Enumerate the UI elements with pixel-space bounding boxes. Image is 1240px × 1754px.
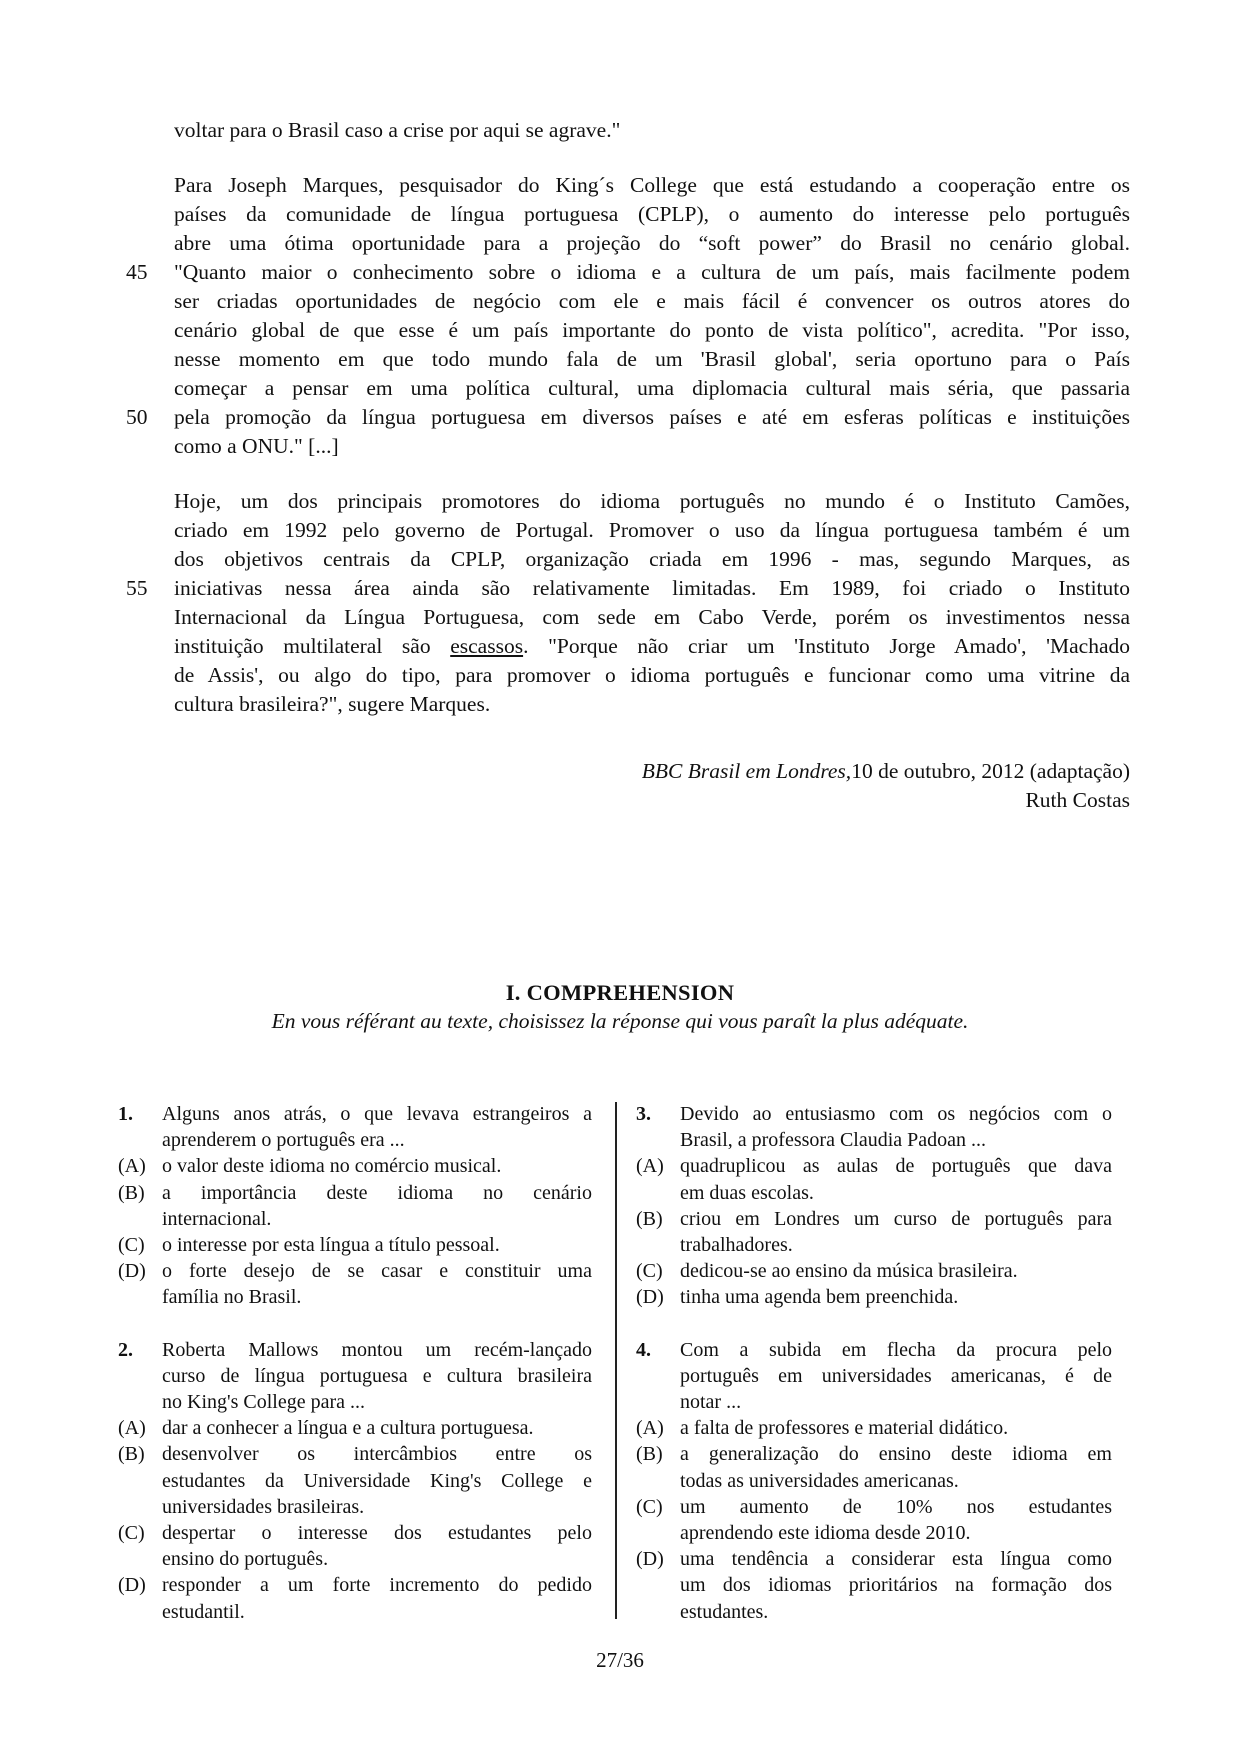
option-label: (C)	[636, 1260, 663, 1283]
line-text: instituição multilateral são	[174, 634, 451, 658]
source-author: Ruth Costas	[1025, 788, 1130, 812]
stem-line: curso de língua portuguesa e cultura brasileira	[162, 1364, 592, 1387]
line-text: começar a pensar em uma política cultural, uma diplomacia cultural mais séria, que passaria	[174, 376, 1130, 400]
option-label: (B)	[118, 1181, 145, 1204]
answer-option[interactable]	[118, 1153, 592, 1179]
option-text: dedicou-se ao ensino da música brasileira.	[680, 1260, 1018, 1283]
questions-right-column	[636, 1101, 1112, 1651]
question-number: 4.	[636, 1338, 651, 1361]
question-number: 3.	[636, 1103, 651, 1125]
answer-option[interactable]	[636, 1546, 1112, 1625]
line-text: voltar para o Brasil caso a crise por aqui se agrave."	[174, 118, 621, 142]
question	[636, 1101, 1112, 1311]
stem-line: Devido ao entusiasmo com os negócios com o	[680, 1103, 1112, 1125]
answer-option[interactable]	[118, 1232, 592, 1258]
option-label: (D)	[118, 1574, 146, 1597]
line-text: criado em 1992 pelo governo de Portugal. Promover o uso da língua portuguesa também é um	[174, 518, 1130, 542]
answer-option[interactable]	[636, 1258, 1112, 1284]
option-text: o valor deste idioma no comércio musical.	[162, 1155, 502, 1178]
line-text: Internacional da Língua Portuguesa, com sede em Cabo Verde, porém os investimentos nessa	[174, 605, 1130, 629]
passage-line	[126, 574, 1130, 603]
option-label: (A)	[118, 1417, 146, 1440]
answer-option[interactable]	[118, 1258, 592, 1310]
stem-line: Com a subida em flecha da procura pelo	[680, 1338, 1112, 1361]
option-label: (B)	[636, 1207, 663, 1230]
option-label: (C)	[118, 1522, 145, 1545]
line-text: países da comunidade de língua portuguesa (CPLP), o aumento do interesse pelo português	[174, 202, 1130, 226]
option-label: (C)	[636, 1495, 663, 1518]
option-label: (A)	[636, 1417, 664, 1440]
option-label: (B)	[118, 1443, 145, 1466]
passage-line	[174, 116, 1130, 145]
option-text: estudantil.	[162, 1600, 245, 1623]
option-text: família no Brasil.	[162, 1286, 302, 1309]
answer-option[interactable]	[636, 1441, 1112, 1493]
option-text: aprendendo este idioma desde 2010.	[680, 1522, 971, 1545]
stem-line: Roberta Mallows montou um recém-lançado	[162, 1338, 592, 1361]
option-text: universidades brasileiras.	[162, 1495, 365, 1518]
option-text: internacional.	[162, 1207, 272, 1230]
answer-option[interactable]	[118, 1520, 592, 1572]
answer-option[interactable]	[636, 1206, 1112, 1258]
line-text: Hoje, um dos principais promotores do idioma português no mundo é o Instituto Camões,	[174, 489, 1130, 513]
question-number: 2.	[118, 1338, 133, 1361]
stem-line: notar ...	[680, 1391, 742, 1414]
line-text: "Quanto maior o conhecimento sobre o idioma e a cultura de um país, mais facilmente podem	[174, 260, 1130, 284]
option-text: desenvolver os intercâmbios entre os	[162, 1443, 592, 1466]
option-text: tinha uma agenda bem preenchida.	[680, 1286, 959, 1309]
option-text: dar a conhecer a língua e a cultura portuguesa.	[162, 1417, 534, 1440]
line-text: Para Joseph Marques, pesquisador do King´s College que está estudando a cooperação entre os	[174, 173, 1130, 197]
passage-line	[174, 487, 1130, 516]
passage-paragraph	[126, 487, 1130, 719]
line-number: 50	[126, 405, 148, 429]
line-text: dos objetivos centrais da CPLP, organização criada em 1996 - mas, segundo Marques, as	[174, 547, 1130, 571]
answer-option[interactable]	[636, 1284, 1112, 1310]
answer-option[interactable]	[118, 1572, 592, 1624]
passage-line	[126, 258, 1130, 287]
underlined-word: escassos	[450, 634, 524, 658]
reading-passage	[126, 116, 1130, 745]
line-text: abre uma ótima oportunidade para a projeção do “soft power” do Brasil no cenário global.	[174, 231, 1130, 255]
question	[118, 1101, 592, 1311]
option-text: a generalização do ensino deste idioma em	[680, 1443, 1112, 1466]
answer-option[interactable]	[636, 1415, 1112, 1441]
option-text: trabalhadores.	[680, 1234, 793, 1257]
passage-paragraph	[174, 116, 1130, 145]
passage-line	[174, 345, 1130, 374]
page-number: 27/36	[596, 1648, 644, 1672]
option-text: o interesse por esta língua a título pessoal.	[162, 1234, 500, 1257]
source-citation	[174, 757, 1130, 815]
section-instruction: En vous référant au texte, choisissez la réponse qui vous paraît la plus adéquate.	[271, 1009, 969, 1033]
passage-line	[174, 200, 1130, 229]
question-stem	[636, 1101, 1112, 1153]
option-text: despertar o interesse dos estudantes pelo	[162, 1522, 592, 1545]
question-number: 1.	[118, 1103, 133, 1125]
stem-line: aprenderem o português era ...	[162, 1129, 405, 1152]
option-label: (D)	[636, 1286, 664, 1309]
answer-option[interactable]	[636, 1153, 1112, 1205]
section-title: I. COMPREHENSION	[505, 980, 735, 1005]
line-text: ser criadas oportunidades de negócio com ele e mais fácil é convencer os outros atores do	[174, 289, 1130, 313]
option-text: uma tendência a considerar esta língua como	[680, 1548, 1112, 1571]
stem-line: no King's College para ...	[162, 1391, 366, 1414]
option-text: responder a um forte incremento do pedido	[162, 1574, 592, 1597]
line-number: 45	[126, 260, 148, 284]
passage-line	[174, 661, 1130, 690]
passage-line	[174, 690, 1130, 719]
option-text: quadruplicou as aulas de português que dava	[680, 1155, 1112, 1178]
option-label: (C)	[118, 1234, 145, 1257]
line-text: iniciativas nessa área ainda são relativamente limitadas. Em 1989, foi criado o Instituto	[174, 576, 1130, 600]
stem-line: Alguns anos atrás, o que levava estrangeiros a	[162, 1103, 592, 1125]
line-number: 55	[126, 576, 148, 600]
passage-line	[174, 432, 1130, 461]
option-label: (D)	[118, 1260, 146, 1283]
question	[636, 1337, 1112, 1625]
answer-option[interactable]	[118, 1441, 592, 1520]
question-stem	[636, 1337, 1112, 1416]
passage-line	[174, 632, 1130, 661]
passage-line	[126, 403, 1130, 432]
line-text: . "Porque não criar um 'Instituto Jorge Amado', 'Machado	[523, 634, 1130, 658]
questions-left-column	[118, 1101, 592, 1651]
question	[118, 1337, 592, 1625]
line-text: cultura brasileira?", sugere Marques.	[174, 692, 491, 716]
source-publication: BBC Brasil em Londres,	[641, 759, 852, 783]
option-label: (D)	[636, 1548, 664, 1571]
option-text: estudantes.	[680, 1600, 769, 1623]
option-text: a falta de professores e material didático.	[680, 1417, 1009, 1440]
answer-option[interactable]	[118, 1180, 592, 1232]
option-label: (B)	[636, 1443, 663, 1466]
answer-option[interactable]	[636, 1494, 1112, 1546]
line-text: como a ONU." [...]	[174, 434, 339, 458]
line-text: cenário global de que esse é um país importante do ponto de vista político", acredita. "Por isso,	[174, 318, 1130, 342]
passage-line	[174, 171, 1130, 200]
source-date: 10 de outubro, 2012 (adaptação)	[851, 759, 1130, 783]
passage-line	[174, 603, 1130, 632]
question-stem	[118, 1337, 592, 1416]
option-label: (A)	[118, 1155, 146, 1178]
answer-option[interactable]	[118, 1415, 592, 1441]
passage-line	[174, 316, 1130, 345]
passage-line	[174, 287, 1130, 316]
option-text: em duas escolas.	[680, 1181, 814, 1204]
line-text: de Assis', ou algo do tipo, para promover o idioma português e funcionar como uma vitrine da	[174, 663, 1130, 687]
option-text: criou em Londres um curso de português para	[680, 1207, 1112, 1230]
stem-line: Brasil, a professora Claudia Padoan ...	[680, 1129, 987, 1152]
line-text: pela promoção da língua portuguesa em diversos países e até em esferas políticas e instituições	[174, 405, 1130, 429]
question-stem	[118, 1101, 592, 1153]
column-divider	[615, 1102, 617, 1619]
option-text: ensino do português.	[162, 1548, 329, 1571]
option-text: um aumento de 10% nos estudantes	[680, 1495, 1112, 1518]
option-text: a importância deste idioma no cenário	[162, 1181, 592, 1204]
passage-line	[174, 545, 1130, 574]
passage-line	[174, 374, 1130, 403]
passage-line	[174, 516, 1130, 545]
option-text: um dos idiomas prioritários na formação dos	[680, 1574, 1112, 1597]
passage-line	[174, 229, 1130, 258]
option-text: o forte desejo de se casar e constituir uma	[162, 1260, 592, 1283]
option-label: (A)	[636, 1155, 664, 1178]
option-text: todas as universidades americanas.	[680, 1469, 959, 1492]
option-text: estudantes da Universidade King's College e	[162, 1469, 592, 1492]
stem-line: português em universidades americanas, é de	[680, 1364, 1112, 1387]
passage-paragraph	[126, 171, 1130, 461]
line-text: nesse momento em que todo mundo fala de um 'Brasil global', seria oportuno para o País	[174, 347, 1130, 371]
